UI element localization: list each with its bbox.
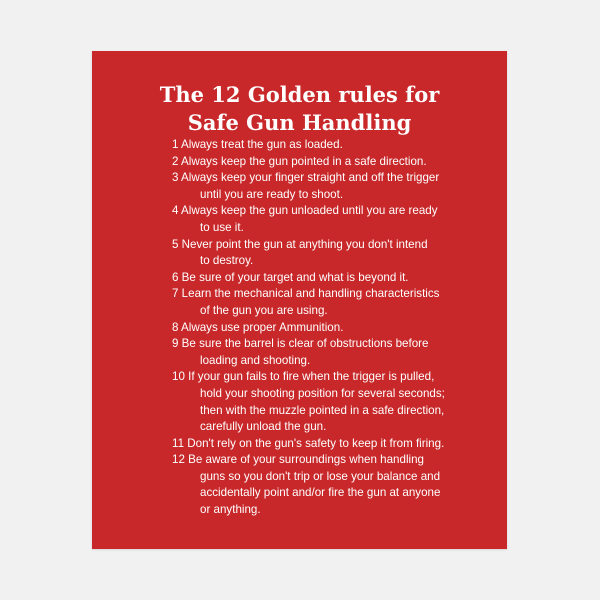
rule-item <box>172 286 462 319</box>
rule-continuation: guns so you don't trip or lose your balance and <box>200 469 441 483</box>
rule-continuation: then with the muzzle pointed in a safe direction, <box>200 403 445 417</box>
rule-item <box>172 270 462 287</box>
rule-text: 8 Always use proper Ammunition. <box>172 320 344 334</box>
poster-title-line-1: The 12 Golden rules for <box>159 82 440 107</box>
rule-item <box>172 203 462 236</box>
rule-text: 5 Never point the gun at anything you don't intend <box>172 237 428 251</box>
rule-item <box>172 320 462 337</box>
rule-text: 9 Be sure the barrel is clear of obstructions before <box>172 337 429 351</box>
rule-item <box>172 369 462 435</box>
rules-list <box>172 137 462 519</box>
rule-item <box>172 436 462 453</box>
rule-text: 10 If your gun fails to fire when the trigger is pulled, <box>172 370 435 384</box>
rule-text: 12 Be aware of your surroundings when handling <box>172 453 425 467</box>
rule-continuation: or anything. <box>200 503 261 517</box>
rule-item <box>172 336 462 369</box>
rule-text: 1 Always treat the gun as loaded. <box>172 138 343 151</box>
poster-title-line-2: Safe Gun Handling <box>187 110 412 135</box>
rule-item <box>172 237 462 270</box>
rule-text: 6 Be sure of your target and what is beyond it. <box>172 270 409 284</box>
poster-title <box>92 81 507 137</box>
rule-item <box>172 154 462 171</box>
rule-continuation: accidentally point and/or fire the gun at anyone <box>200 486 441 500</box>
rule-text: 2 Always keep the gun pointed in a safe direction. <box>172 154 427 168</box>
rule-continuation: hold your shooting position for several seconds; <box>200 386 445 400</box>
rule-text: 7 Learn the mechanical and handling characteristics <box>172 287 440 301</box>
rule-continuation: to destroy. <box>200 254 254 268</box>
rule-continuation: carefully unload the gun. <box>200 420 327 434</box>
rule-continuation: to use it. <box>200 220 244 234</box>
rule-item <box>172 452 462 518</box>
rule-text: 11 Don't rely on the gun's safety to keep it from firing. <box>172 436 445 450</box>
rule-text: 3 Always keep your finger straight and off the trigger <box>172 171 440 185</box>
rule-continuation: loading and shooting. <box>200 353 311 367</box>
poster-print <box>92 51 507 549</box>
rule-item <box>172 137 462 154</box>
rule-item <box>172 170 462 203</box>
rule-continuation: until you are ready to shoot. <box>200 187 344 201</box>
rule-text: 4 Always keep the gun unloaded until you are ready <box>172 204 438 218</box>
rule-continuation: of the gun you are using. <box>200 303 328 317</box>
